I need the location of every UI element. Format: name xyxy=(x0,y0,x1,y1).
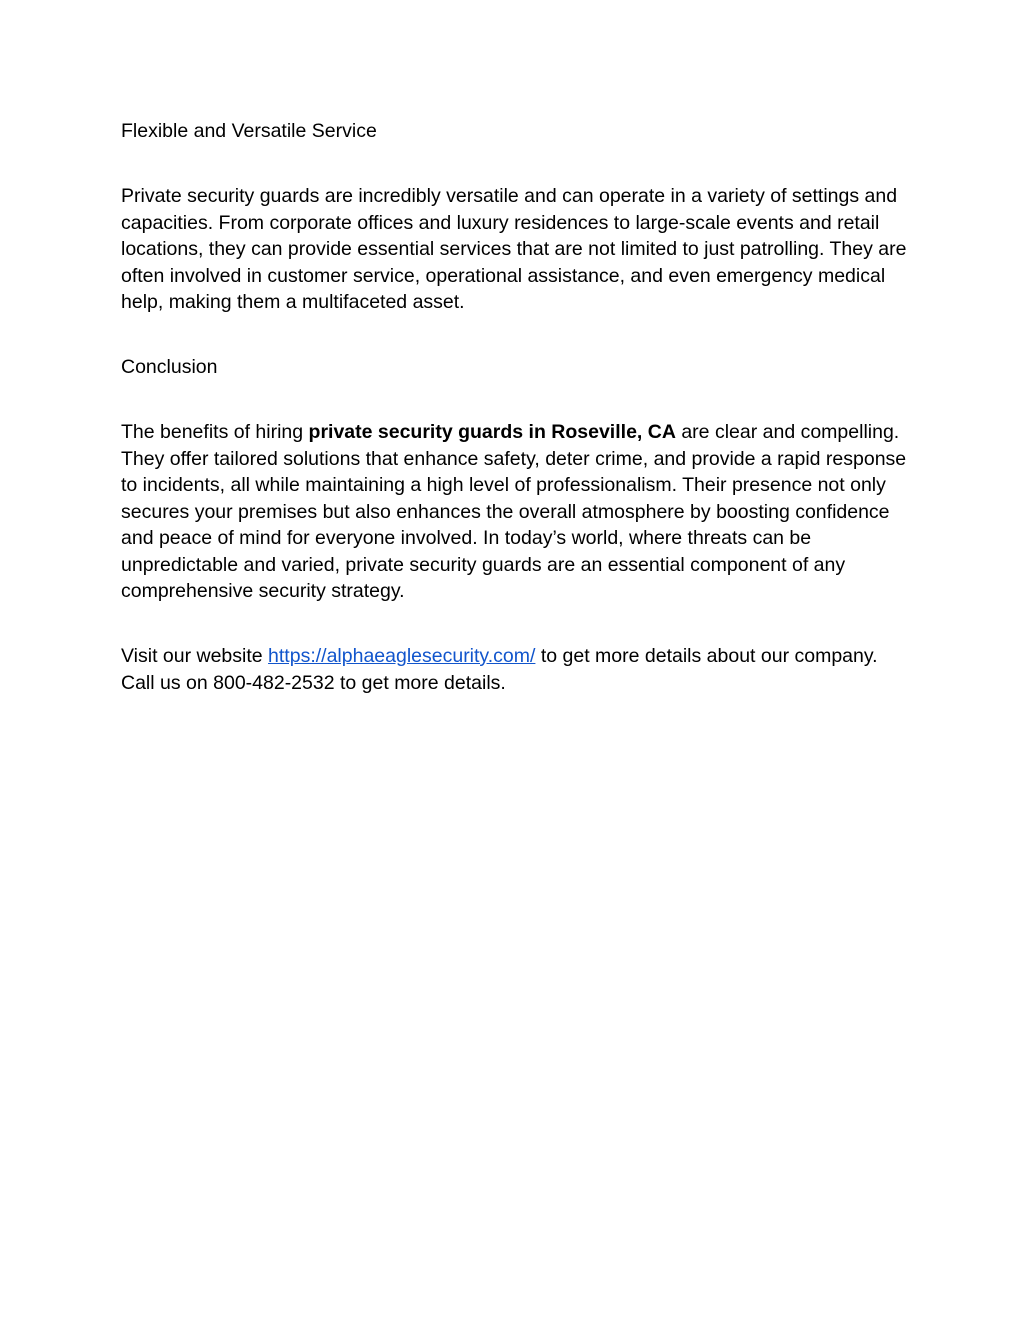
conclusion-paragraph xyxy=(121,419,911,605)
section-heading-flexible-service: Flexible and Versatile Service xyxy=(121,120,377,142)
conclusion-text-suffix: are clear and compelling. They offer tailored solutions that enhance safety, deter crime, and provide a rapid response to incidents, all while maintaining a high level of professionalism. Their presence not only secures your premises but also enhances the overall atmosphere by boosting confidence and peace of mind for everyone involved. In today’s world, where threats can be unpredictable and varied, private security guards are an essential component of any comprehensive security strategy. xyxy=(121,421,907,602)
section-heading-conclusion: Conclusion xyxy=(121,356,218,378)
conclusion-bold-keyword: private security guards in Roseville, CA xyxy=(308,421,676,443)
document-body xyxy=(121,118,911,735)
contact-text-suffix: to get more details about our company. Call us on 800-482-2532 to get more details. xyxy=(121,645,878,694)
conclusion-text-prefix: The benefits of hiring xyxy=(121,421,309,443)
flexible-service-paragraph: Private security guards are incredibly versatile and can operate in a variety of settings and capacities. From corporate offices and luxury residences to large-scale events and retail locations, they can provide essential services that are not limited to just patrolling. They are often involved in customer service, operational assistance, and even emergency medical help, making them a multifaceted asset. xyxy=(121,185,907,313)
contact-text-prefix: Visit our website xyxy=(121,645,269,667)
website-link[interactable]: https://alphaeaglesecurity.com/ xyxy=(268,645,536,667)
contact-paragraph xyxy=(121,643,911,696)
